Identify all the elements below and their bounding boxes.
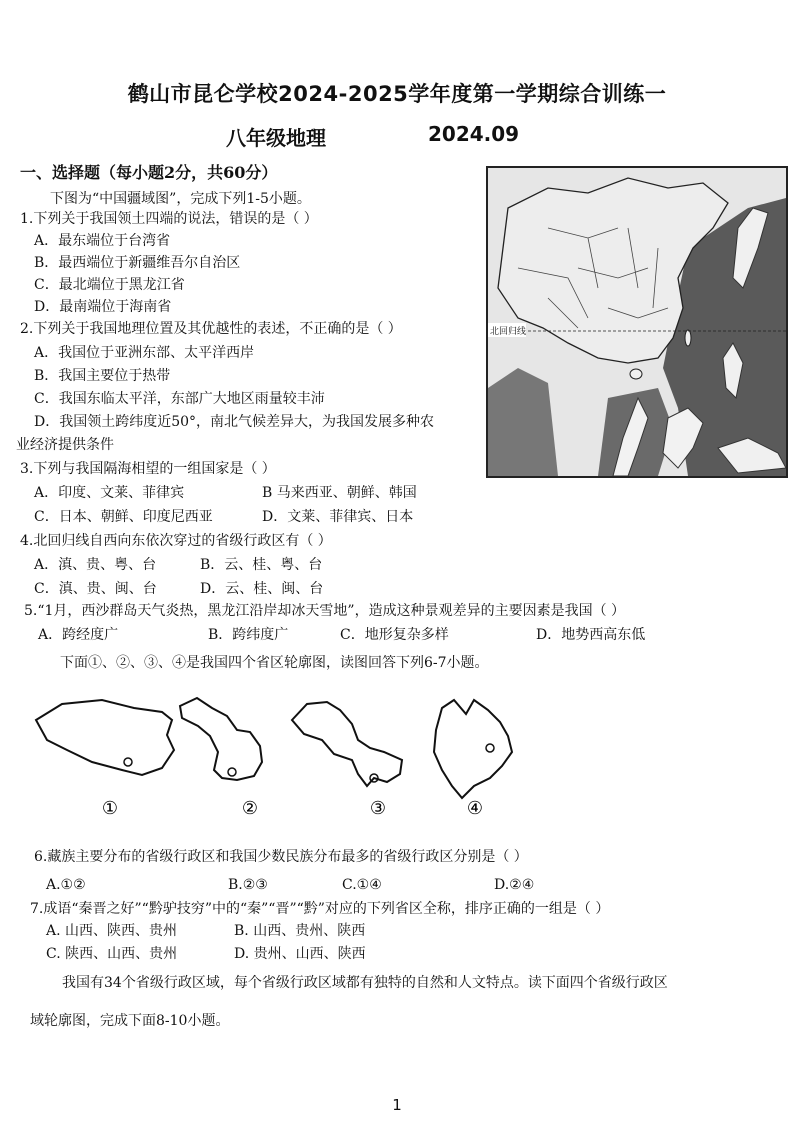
question-6-option-d: D.②④ bbox=[494, 877, 535, 893]
question-4-stem: 4.北回归线自西向东依次穿过的省级行政区有（ ） bbox=[20, 533, 332, 549]
question-3-option-b: B 马来西亚、朝鲜、韩国 bbox=[262, 485, 417, 501]
intro-8-10-line2: 域轮廓图，完成下面8-10小题。 bbox=[30, 1013, 230, 1029]
question-7-option-b: B. 山西、贵州、陕西 bbox=[234, 923, 366, 939]
province-outlines-graphic bbox=[22, 690, 582, 820]
tropic-of-cancer-label: 北回归线 bbox=[490, 327, 527, 337]
outline-label-2: ② bbox=[241, 798, 259, 819]
exam-title: 鹤山市昆仑学校2024-2025学年度第一学期综合训练一 bbox=[127, 82, 667, 106]
question-1-option-d: D．最南端位于海南省 bbox=[34, 299, 172, 315]
question-5-option-b: B．跨纬度广 bbox=[208, 627, 289, 643]
question-5-option-d: D．地势西高东低 bbox=[536, 627, 646, 643]
question-2-option-c: C．我国东临太平洋，东部广大地区雨量较丰沛 bbox=[34, 391, 325, 407]
question-5-stem: 5.“1月，西沙群岛天气炎热，黑龙江沿岸却冰天雪地”，造成这种景观差异的主要因素是我国（ ） bbox=[24, 603, 626, 619]
outline-label-1: ① bbox=[101, 798, 119, 819]
question-4-option-a: A．滇、贵、粤、台 bbox=[34, 557, 157, 573]
question-5-option-c: C．地形复杂多样 bbox=[340, 627, 449, 643]
outline-label-4: ④ bbox=[466, 798, 484, 819]
question-6-option-b: B.②③ bbox=[228, 877, 268, 893]
question-1-option-b: B．最西端位于新疆维吾尔自治区 bbox=[34, 255, 241, 271]
question-2-option-d-cont: 业经济提供条件 bbox=[16, 437, 114, 453]
page-number: 1 bbox=[392, 1096, 402, 1114]
question-4-option-b: B．云、桂、粤、台 bbox=[200, 557, 323, 573]
province-outlines-figure bbox=[22, 690, 582, 820]
question-2-option-a: A．我国位于亚洲东部、太平洋西岸 bbox=[34, 345, 255, 361]
question-1-stem: 1.下列关于我国领土四端的说法，错误的是（ ） bbox=[20, 211, 318, 227]
question-2-stem: 2.下列关于我国地理位置及其优越性的表述，不正确的是（ ） bbox=[20, 321, 402, 337]
map-graphic bbox=[488, 168, 786, 476]
question-4-option-c: C．滇、贵、闽、台 bbox=[34, 581, 157, 597]
exam-date: 2024.09 bbox=[428, 122, 520, 146]
section-intro: 下图为“中国疆域图”，完成下列1-5小题。 bbox=[50, 191, 311, 207]
question-6-option-c: C.①④ bbox=[342, 877, 382, 893]
question-3-option-d: D．文莱、菲律宾、日本 bbox=[262, 509, 414, 525]
question-2-option-b: B．我国主要位于热带 bbox=[34, 368, 171, 384]
china-territory-map bbox=[486, 166, 788, 478]
question-3-stem: 3.下列与我国隔海相望的一组国家是（ ） bbox=[20, 461, 276, 477]
question-6-stem: 6.藏族主要分布的省级行政区和我国少数民族分布最多的省级行政区分别是（ ） bbox=[34, 849, 528, 865]
outline-intro: 下面①、②、③、④是我国四个省区轮廓图，读图回答下列6-7小题。 bbox=[60, 655, 489, 671]
question-1-option-a: A．最东端位于台湾省 bbox=[34, 233, 171, 249]
question-7-option-d: D. 贵州、山西、陕西 bbox=[234, 946, 366, 962]
question-7-stem: 7.成语“秦晋之好”“黔驴技穷”中的“秦”“晋”“黔”对应的下列省区全称，排序正确的一组是（ ） bbox=[30, 901, 610, 917]
section-heading: 一、选择题（每小题2分，共60分） bbox=[20, 163, 278, 182]
question-6-option-a: A.①② bbox=[46, 877, 86, 893]
question-2-option-d: D．我国领土跨纬度近50°，南北气候差异大，为我国发展多种农 bbox=[34, 414, 435, 430]
question-4-option-d: D．云、桂、闽、台 bbox=[200, 581, 324, 597]
grade-subject: 八年级地理 bbox=[226, 126, 326, 150]
question-1-option-c: C．最北端位于黑龙江省 bbox=[34, 277, 185, 293]
question-7-option-a: A. 山西、陕西、贵州 bbox=[46, 923, 178, 939]
question-3-option-a: A．印度、文莱、菲律宾 bbox=[34, 485, 185, 501]
intro-8-10-line1: 我国有34个省级行政区域，每个省级行政区域都有独特的自然和人文特点。读下面四个省级行政区 bbox=[62, 975, 668, 991]
outline-label-3: ③ bbox=[369, 798, 387, 819]
question-5-option-a: A．跨经度广 bbox=[38, 627, 119, 643]
question-7-option-c: C. 陕西、山西、贵州 bbox=[46, 946, 178, 962]
question-3-option-c: C．日本、朝鲜、印度尼西亚 bbox=[34, 509, 213, 525]
